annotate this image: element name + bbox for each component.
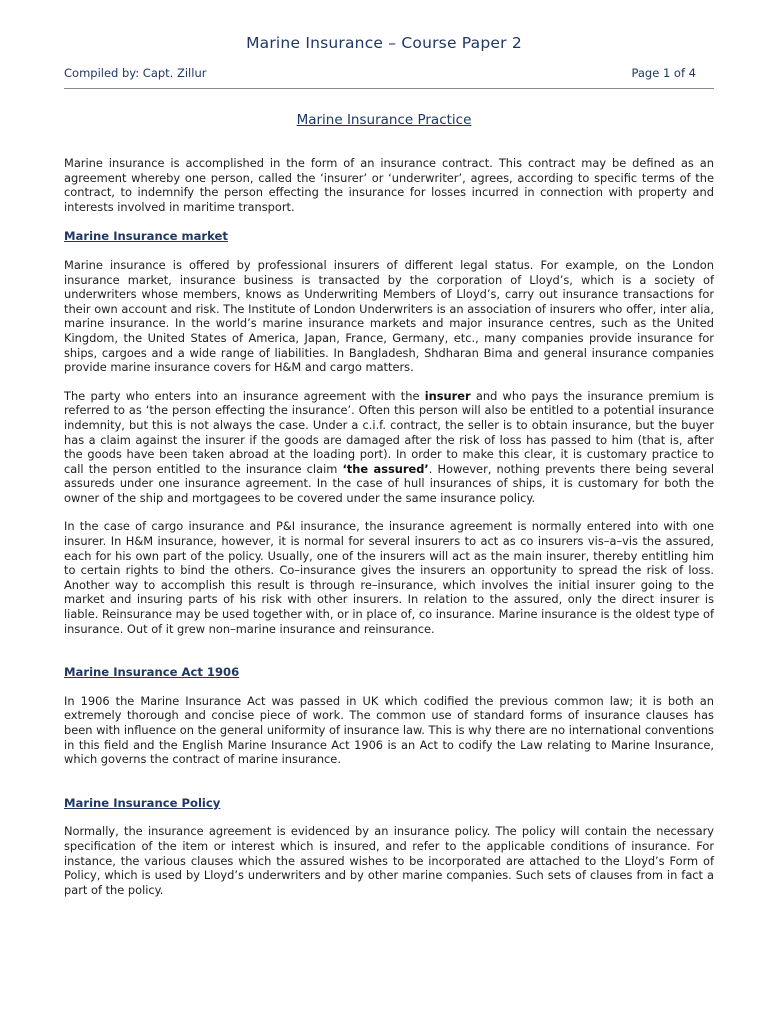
heading-insurance-market: Marine Insurance market	[64, 229, 228, 244]
running-title: Marine Insurance – Course Paper 2	[246, 34, 522, 52]
market-p2-text-c: . However, nothing prevents there being several assureds under one insurance agreement. In the case of hull insurances of ships, it is customary for both the owner of the ship and mortgagees to be covered under the same insurance policy.	[64, 461, 714, 505]
header-divider	[64, 88, 714, 89]
heading-insurance-act: Marine Insurance Act 1906	[64, 665, 240, 680]
market-paragraph-1: Marine insurance is offered by professional insurers of different legal status. For example, on the London insurance market, insurance business is transacted by the corporation of Lloyd’s, which is a society of underwriters whose members, knows as Underwriting Members of Lloyd’s, carry out insurance transactions for their own account and risk. The Institute of London Underwriters is an association of insurers who offer, inter alia, marine insurance. In the world’s marine insurance markets and major insurance centres, such as the United Kingdom, the United States of America, Japan, France, Germany, etc., many companies provide insurance for ships, cargoes and a wide range of liabilities. In Bangladesh, Shdharan Bima and general insurance companies provide marine insurance covers for H&M and cargo matters.	[64, 257, 714, 375]
header-meta-row	[64, 66, 696, 80]
market-p2-bold-insurer: insurer	[424, 388, 471, 403]
document-title: Marine Insurance Practice	[296, 112, 472, 128]
policy-paragraph: Normally, the insurance agreement is evidenced by an insurance policy. The policy will contain the necessary specification of the item or interest which is insured, and refer to the applicable conditions of insurance. For instance, the various clauses which the assured wishes to be incorporated are attached to the Lloyd’s Form of Policy, which is used by Lloyd’s underwriters and by other marine companies. Such sets of clauses from in fact a part of the policy.	[64, 824, 714, 897]
market-p2-text-b: and who pays the insurance premium is referred to as ‘the person effecting the insurance’. Often this person will also be entitled to a potential insurance indemnity, but this is not always the case. Under a c.i.f. contract, the seller is to obtain insurance, but the buyer has a claim against the insurer if the goods are damaged after the risk of loss has passed to him (that is, after the goods have been taken abroad at the loading port). In order to make this clear, it is customary practice to call the person entitled to the insurance claim	[64, 388, 714, 476]
market-p2-bold-assured: ‘the assured’	[342, 461, 429, 476]
act-paragraph: In 1906 the Marine Insurance Act was passed in UK which codified the previous common law; it is both an extremely thorough and concise piece of work. The common use of standard forms of insurance clauses has been with influence on the general uniformity of insurance law. This is why there are no international conventions in this field and the English Marine Insurance Act 1906 is an Act to codify the Law relating to Marine Insurance, which governs the contract of marine insurance.	[64, 693, 714, 767]
page-number: Page 1 of 4	[631, 66, 696, 80]
intro-paragraph: Marine insurance is accomplished in the form of an insurance contract. This contract may be defined as an agreement whereby one person, called the ‘insurer’ or ‘underwriter’, agrees, according to specific terms of the contract, to indemnify the person effecting the insurance for losses incurred in connection with property and interests involved in maritime transport.	[64, 156, 714, 214]
heading-insurance-policy: Marine Insurance Policy	[64, 795, 221, 810]
document-body	[64, 156, 714, 897]
compiled-by: Compiled by: Capt. Zillur	[64, 66, 207, 80]
market-p2-text-a: The party who enters into an insurance agreement with the	[64, 388, 425, 403]
market-paragraph-2	[64, 389, 714, 506]
market-paragraph-3: In the case of cargo insurance and P&I insurance, the insurance agreement is normally entered into with one insurer. In H&M insurance, however, it is normal for several insurers to act as co insurers vis–a–vis the assured, each for his own part of the policy. Usually, one of the insurers will act as the main insurer, thereby entitling him to certain rights to bind the others. Co–insurance gives the insurers an opportunity to spread the risk of loss. Another way to accomplish this result is through re–insurance, which involves the initial insurer going to the market and insuring parts of his risk with other insurers. In relation to the assured, only the direct insurer is liable. Reinsurance may be used together with, or in place of, co insurance. Marine insurance is the oldest type of insurance. Out of it grew non–marine insurance and reinsurance.	[64, 519, 714, 636]
